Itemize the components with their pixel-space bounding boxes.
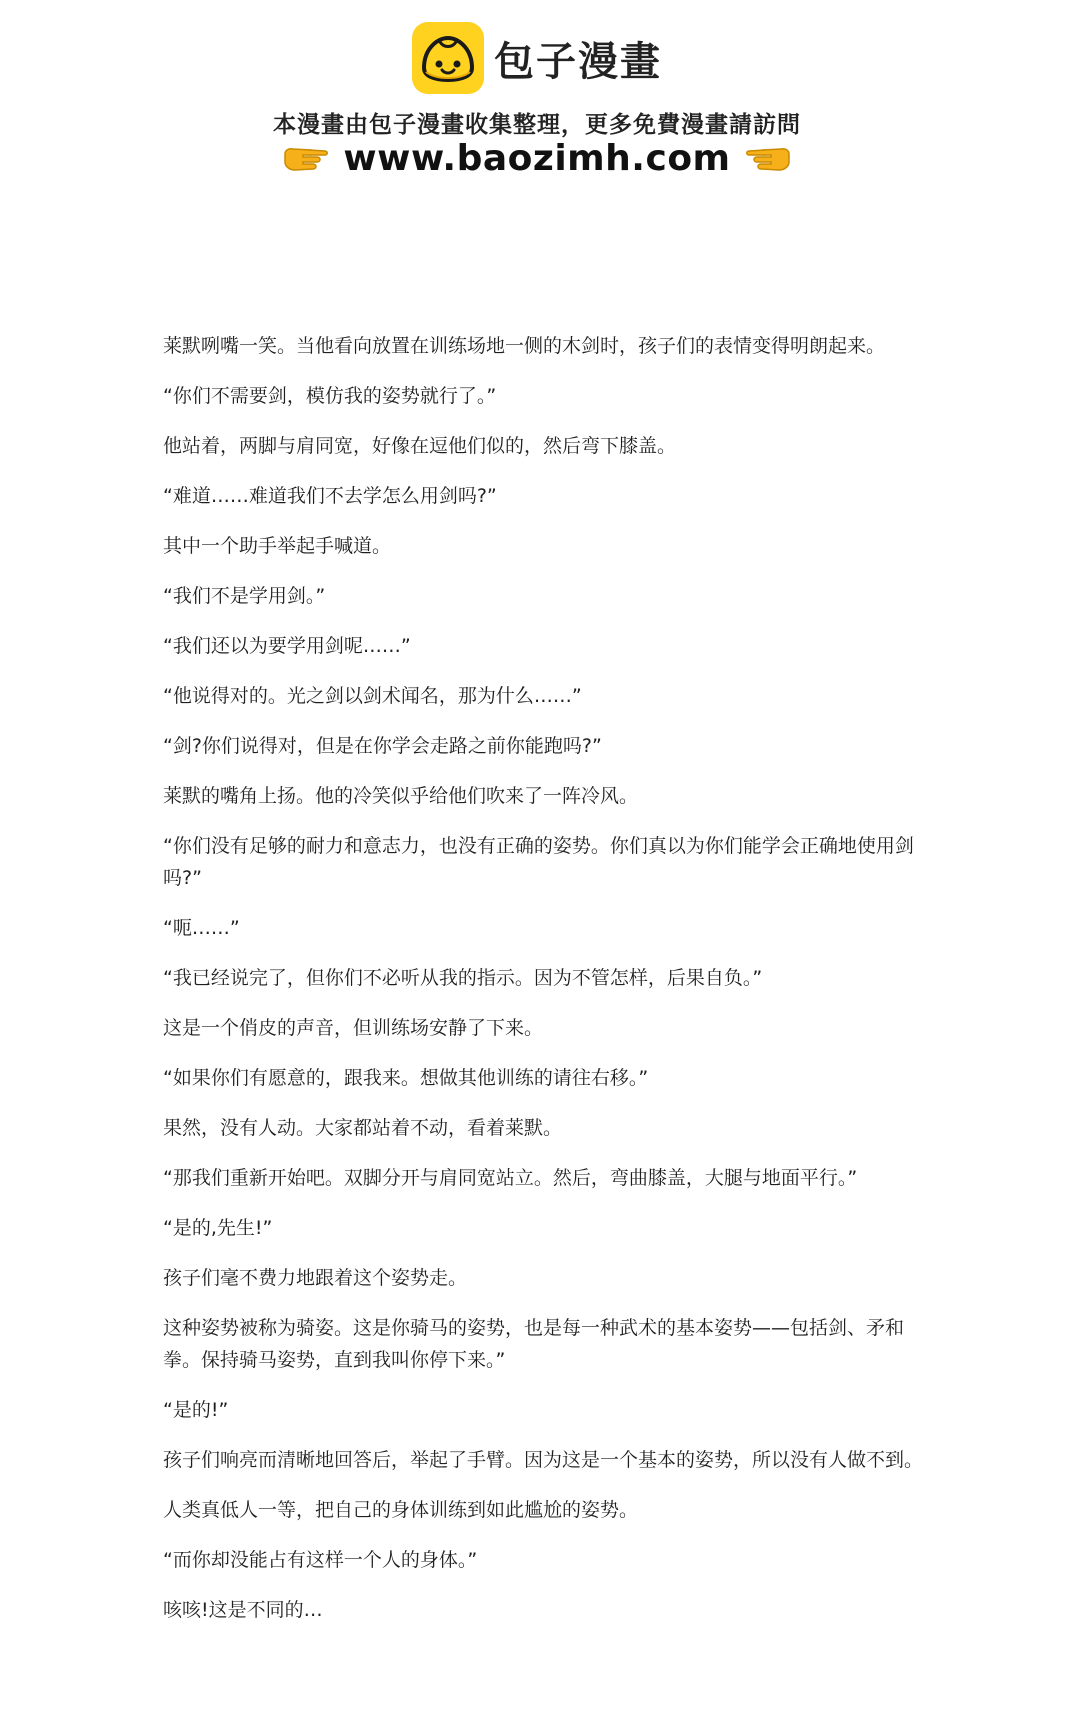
paragraph: “而你却没能占有这样一个人的身体。” (163, 1549, 478, 1571)
paragraph: “我已经说完了，但你们不必听从我的指示。因为不管怎样，后果自负。” (163, 967, 763, 989)
paragraph: “你们没有足够的耐力和意志力，也没有正确的姿势。你们真以为你们能学会正确地使用剑吗?” (163, 835, 914, 889)
paragraph: “你们不需要剑，模仿我的姿势就行了。” (163, 385, 497, 407)
paragraph: “如果你们有愿意的，跟我来。想做其他训练的请往右移。” (163, 1067, 649, 1089)
pointing-left-hand-icon (745, 142, 793, 176)
pointing-right-hand-icon (281, 142, 329, 176)
paragraph: 其中一个助手举起手喊道。 (163, 535, 392, 557)
logo-text: 包子漫畫 (494, 38, 662, 85)
baozi-logo-icon (412, 22, 484, 94)
paragraph: 孩子们响亮而清晰地回答后，举起了手臂。因为这是一个基本的姿势，所以没有人做不到。 (163, 1449, 924, 1471)
logo[interactable] (0, 22, 1074, 94)
paragraph: 果然，没有人动。大家都站着不动，看着莱默。 (163, 1117, 563, 1139)
paragraph: “那我们重新开始吧。双脚分开与肩同宽站立。然后，弯曲膝盖，大腿与地面平行。” (163, 1167, 858, 1189)
paragraph: 咳咳!这是不同的… (163, 1599, 323, 1621)
site-url-link[interactable]: www.baozimh.com (343, 138, 731, 179)
site-header (0, 0, 1074, 190)
paragraph: “他说得对的。光之剑以剑术闻名，那为什么……” (163, 685, 582, 707)
paragraph: “我们还以为要学用剑呢……” (163, 635, 411, 657)
paragraph: 孩子们毫不费力地跟着这个姿势走。 (163, 1267, 468, 1289)
paragraph: “呃……” (163, 917, 240, 939)
paragraph: 莱默的嘴角上扬。他的冷笑似乎给他们吹来了一阵冷风。 (163, 785, 639, 807)
url-row (0, 138, 1074, 179)
paragraph: “难道……难道我们不去学怎么用剑吗?” (163, 485, 497, 507)
promo-text: 本漫畫由包子漫畫收集整理，更多免費漫畫請訪問 (273, 112, 801, 138)
paragraph: 人类真低人一等，把自己的身体训练到如此尴尬的姿势。 (163, 1499, 639, 1521)
paragraph: 这种姿势被称为骑姿。这是你骑马的姿势，也是每一种武术的基本姿势——包括剑、矛和拳。保持骑马姿势，直到我叫你停下来。” (163, 1317, 905, 1371)
paragraph: “我们不是学用剑。” (163, 585, 326, 607)
paragraph: “是的!” (163, 1399, 229, 1421)
paragraph: 这是一个俏皮的声音，但训练场安静了下来。 (163, 1017, 544, 1039)
paragraph: “剑?你们说得对，但是在你学会走路之前你能跑吗?” (163, 735, 602, 757)
story-text (163, 330, 923, 1644)
paragraph: “是的,先生!” (163, 1217, 273, 1239)
paragraph: 莱默咧嘴一笑。当他看向放置在训练场地一侧的木剑时，孩子们的表情变得明朗起来。 (163, 335, 886, 357)
paragraph: 他站着，两脚与肩同宽，好像在逗他们似的，然后弯下膝盖。 (163, 435, 677, 457)
